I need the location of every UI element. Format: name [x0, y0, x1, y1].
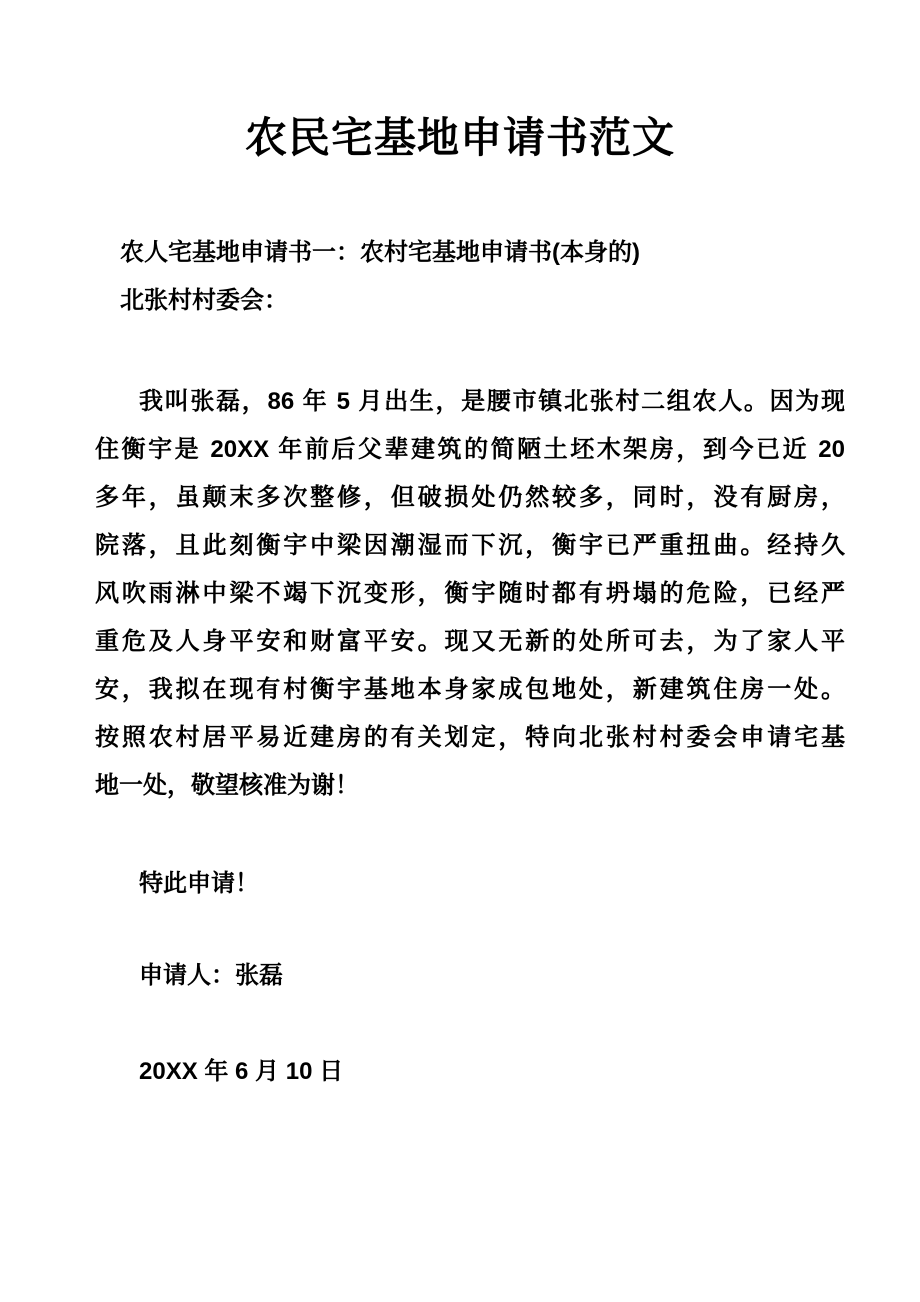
body-line: 院落，且此刻衡宇中梁因潮湿而下沉，衡宇已严重扭曲。经持久: [95, 531, 845, 559]
body-line: 按照农村居平易近建房的有关划定，特向北张村村委会申请宅基: [95, 723, 845, 751]
salutation-line: 北张村村委会：: [120, 286, 288, 314]
body-paragraph: [0, 378, 920, 810]
heading-line: 农人宅基地申请书一：农村宅基地申请书(本身的): [120, 238, 640, 266]
body-line: 安，我拟在现有村衡宇基地本身家成包地处，新建筑住房一处。: [95, 675, 845, 703]
body-line: 我叫张磊，86 年 5 月出生，是腰市镇北张村二组农人。因为现: [139, 387, 845, 415]
document-title: 农民宅基地申请书范文: [244, 116, 675, 162]
date-line: 20XX 年 6 月 10 日: [139, 1057, 344, 1085]
applicant-line: 申请人：张磊: [139, 961, 283, 989]
body-line: 住衡宇是 20XX 年前后父辈建筑的简陋土坯木架房，到今已近 20: [95, 435, 845, 463]
body-line: 地一处，敬望核准为谢！: [95, 771, 359, 799]
body-line: 风吹雨淋中梁不竭下沉变形，衡宇随时都有坍塌的危险，已经严: [95, 579, 845, 607]
body-line: 重危及人身平安和财富平安。现又无新的处所可去，为了家人平: [95, 627, 845, 655]
closing-line: 特此申请！: [139, 869, 259, 897]
body-line: 多年，虽颠末多次整修，但破损处仍然较多，同时，没有厨房，: [95, 483, 845, 511]
